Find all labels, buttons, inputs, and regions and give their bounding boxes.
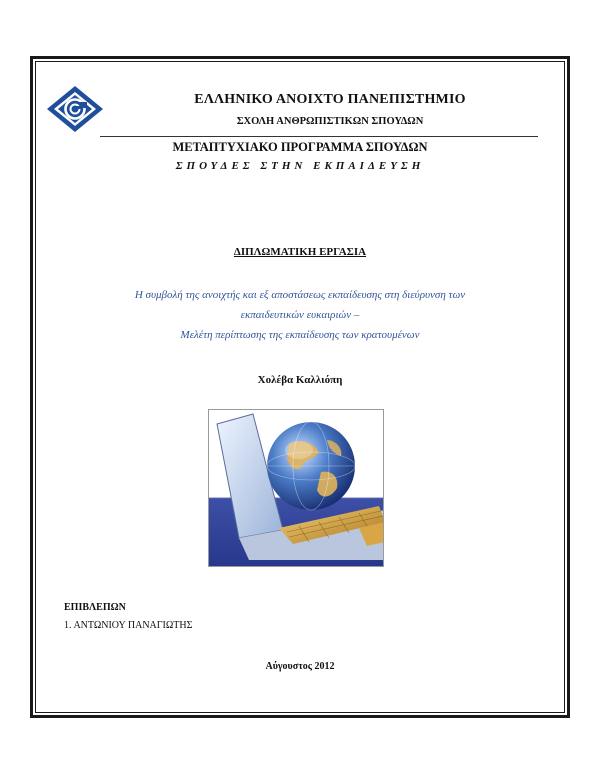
globe-laptop-icon xyxy=(209,410,384,567)
author-name: Χολέβα Καλλιόπη xyxy=(257,374,343,386)
supervisor-label: ΕΠΙΒΛΕΠΩΝ xyxy=(64,602,126,613)
studies-name: ΣΠΟΥΔΕΣ ΣΤΗΝ ΕΚΠΑΙΔΕΥΣΗ xyxy=(175,160,425,172)
thesis-title-line: Η συμβολή της ανοιχτής και εξ αποστάσεως εκπαίδευσης στη διεύρυνση των xyxy=(134,289,466,301)
thesis-type: ΔΙΠΛΩΜΑΤΙΚΗ ΕΡΓΑΣΙΑ xyxy=(233,246,367,258)
university-name: ΕΛΛΗΝΙΚΟ ΑΝΟΙΧΤΟ ΠΑΝΕΠΙΣΤΗΜΙΟ xyxy=(194,92,466,107)
school-name: ΣΧΟΛΗ ΑΝΘΡΩΠΙΣΤΙΚΩΝ ΣΠΟΥΔΩΝ xyxy=(236,116,424,127)
supervisor-item: 1. ΑΝΤΩΝΙΟΥ ΠΑΝΑΓΙΩΤΗΣ xyxy=(64,620,193,631)
program-name: ΜΕΤΑΠΤΥΧΙΑΚΟ ΠΡΟΓΡΑΜΜΑ ΣΠΟΥΔΩΝ xyxy=(172,140,428,154)
cover-image xyxy=(208,409,384,567)
page-border-inner xyxy=(35,61,565,713)
header-divider xyxy=(100,136,538,137)
thesis-title-line: Μελέτη περίπτωσης της εκπαίδευσης των κρατουμένων xyxy=(180,329,420,341)
university-logo-icon xyxy=(46,85,104,133)
thesis-title xyxy=(70,285,530,345)
submission-date: Αύγουστος 2012 xyxy=(265,661,335,672)
thesis-title-line: εκπαιδευτικών ευκαιριών – xyxy=(240,309,360,321)
